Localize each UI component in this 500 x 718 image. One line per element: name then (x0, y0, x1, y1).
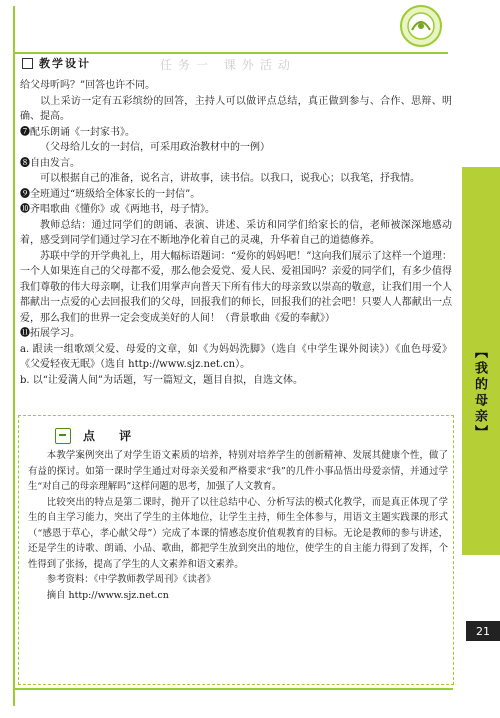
list-item: ❼配乐朗诵《一封家书》。 (20, 126, 135, 138)
body-paragraph: 教师总结：通过同学们的朗诵、表演、讲述、采访和同学们给家长的信，老师被深深地感动着，感受到同学们通过学习在不断地净化着自己的灵魂，升华着自己的道德修养。 (20, 219, 452, 246)
list-item: ❿齐唱歌曲《懂你》或《两地书，母子情》。 (20, 204, 215, 215)
decorative-medallion-icon (388, 4, 454, 48)
page-number: 21 (466, 621, 500, 641)
body-note: （父母给儿女的一封信，可采用政治教材中的一例） (40, 142, 270, 153)
list-item: b. 以“让爱满人间”为话题，写一篇短文，题目自拟，自选文体。 (20, 374, 303, 386)
body-paragraph: 苏联中学的开学典礼上，用大幅标语题词：“爱你的妈妈吧！”这向我们展示了这样一个道理：一个人如果连自己的父母都不爱，那么他会爱党、爱人民、爱祖国吗？亲爱的同学们，有多少值得我们尊敬的伟大母亲啊，让我们用掌声向普天下所有伟大的母亲致以崇高的敬意，让我们用一个人都献出一点爱的心去回报我们的父母，回报我们的师长，回报我们的社会吧！只要人人都献出一点爱，那么我们的世界一定会变成美好的人间！（背景歌曲《爱的奉献》） (20, 250, 452, 324)
header-ghost-text: 任务一 课外活动 (160, 58, 296, 72)
list-item: ⓫拓展学习。 (20, 328, 80, 339)
review-title: 点 评 (83, 429, 142, 443)
left-margin-rule (13, 6, 15, 706)
review-paragraph: 比较突出的特点是第二课时，抛开了以往总结中心、分析写法的模式化教学，而是真正体现了学生的自主学习能力，突出了学生的主体地位，让学生主持，师生全体参与，用语文主题实践课的形式（“感恩于草心，孝心献父母”）完成了本课的情感态度价值观教育的目标。无论是教师的参与讲述，还是学生的诗歌、朗诵、小品、歌曲，都把学生放到突出的地位，使学生的自主能力得到了发挥，个性得到了张扬，提高了学生的人文素养和语文素养。 (28, 496, 448, 570)
body-text (20, 78, 452, 388)
review-reference: 参考资料：《中学教师教学周刊》《读者》 (46, 574, 216, 585)
list-item: ❽自由发言。 (20, 157, 80, 169)
review-source: 摘自 http://www.sjz.net.cn (46, 589, 169, 601)
side-tab-title: 【我的母亲】 (472, 345, 487, 441)
review-header (55, 427, 141, 444)
bottom-rule (13, 688, 453, 690)
body-paragraph: 以上采访一定有五彩缤纷的回答，主持人可以做评点总结，真正做到参与、合作、思辩、明确、提高。 (20, 95, 452, 122)
review-icon (55, 428, 71, 444)
review-paragraph: 本教学案例突出了对学生语文素质的培养，特别对培养学生的创新精神、发展其健康个性，做了有益的探讨。如第一课时学生通过对母亲关爱和严格要求“我”的几件小事品悟出母爱亲情，并通过学生“对自己的母亲理解吗”这样问题的思考，加强了人文教育。 (28, 450, 448, 492)
list-item: ❾全班通过“班级给全体家长的一封信”。 (20, 188, 201, 200)
body-line: 给父母听吗？”回答也许不同。 (20, 80, 156, 91)
list-item: a. 跟读一组歌颂父爱、母爱的文章，如《为妈妈洗脚》（选自《中学生课外阅读》）《血色母爱》《父爱轻夜无眠》（选自 http://www.sjz.net.cn）。 (20, 343, 452, 370)
review-text (28, 448, 448, 603)
checkbox-icon (22, 58, 33, 69)
body-paragraph: 可以根据自己的准备，说名言，讲故事，读书信。以我口，说我心；以我笔，抒我情。 (40, 173, 420, 184)
section-header (14, 52, 99, 74)
section-title: 教学设计 (39, 57, 91, 70)
